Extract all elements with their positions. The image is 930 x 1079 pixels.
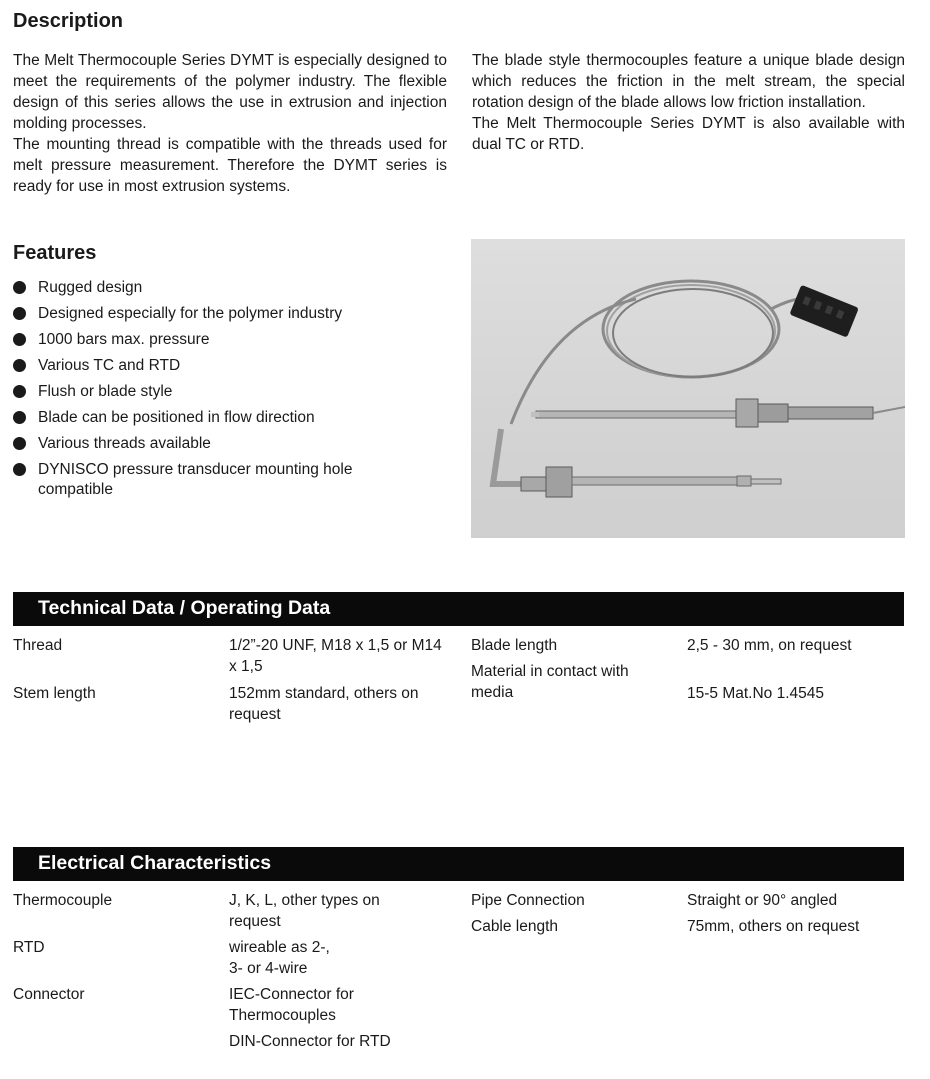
stem-length-label: Stem length — [13, 685, 96, 702]
material-label: Material in contact with media — [471, 663, 629, 701]
feature-text: Flush or blade style — [38, 383, 173, 400]
connector-value-iec: IEC-Connector for Thermocouples — [229, 986, 354, 1024]
feature-text: 1000 bars max. pressure — [38, 331, 210, 348]
electrical-characteristics-heading: Electrical Characteristics — [38, 852, 272, 874]
cable-length-value: 75mm, others on request — [687, 918, 860, 935]
feature-item — [13, 278, 443, 298]
bullet-icon — [13, 333, 26, 346]
thermocouple-illustration — [471, 239, 905, 538]
description-left-column — [13, 50, 447, 197]
features-list — [13, 278, 443, 506]
pipe-connection-value: Straight or 90° angled — [687, 892, 838, 909]
technical-data-header — [13, 592, 904, 626]
stem-length-value: 152mm standard, others on request — [229, 685, 419, 723]
cable-length-label: Cable length — [471, 918, 559, 935]
description-paragraph-3: The blade style thermocouples feature a unique blade design which reduces the friction in the melt stream, the special rotation design of the blade allows low friction installation. — [472, 52, 905, 111]
rtd-value: wireable as 2-, 3- or 4-wire — [229, 939, 330, 977]
pipe-connection-label: Pipe Connection — [471, 892, 585, 909]
rtd-label: RTD — [13, 939, 45, 956]
technical-data-heading: Technical Data / Operating Data — [38, 597, 331, 619]
electrical-characteristics-header — [13, 847, 904, 881]
features-heading: Features — [13, 242, 97, 264]
feature-text: Rugged design — [38, 279, 143, 296]
blade-length-label: Blade length — [471, 637, 558, 654]
material-value: 15-5 Mat.No 1.4545 — [687, 685, 825, 702]
feature-item — [13, 330, 443, 350]
bullet-icon — [13, 411, 26, 424]
description-paragraph-2: The mounting thread is compatible with the threads used for melt pressure measurement. Therefore the DYMT series is ready for use in most extrusion systems. — [13, 136, 447, 195]
feature-item — [13, 382, 443, 402]
feature-item — [13, 460, 398, 500]
feature-item — [13, 434, 443, 454]
product-photo — [471, 239, 905, 538]
description-heading: Description — [13, 10, 124, 32]
description-paragraph-4: The Melt Thermocouple Series DYMT is also available with dual TC or RTD. — [472, 115, 905, 153]
thread-value: 1/2”-20 UNF, M18 x 1,5 or M14 x 1,5 — [229, 637, 442, 675]
connector-value-din: DIN-Connector for RTD — [229, 1033, 391, 1050]
bullet-icon — [13, 281, 26, 294]
bullet-icon — [13, 359, 26, 372]
feature-text: Designed especially for the polymer industry — [38, 305, 343, 322]
description-right-column — [472, 50, 905, 155]
feature-text: DYNISCO pressure transducer mounting hole compatible — [38, 461, 353, 498]
bullet-icon — [13, 385, 26, 398]
thermocouple-label: Thermocouple — [13, 892, 113, 909]
bullet-icon — [13, 307, 26, 320]
feature-text: Various threads available — [38, 435, 211, 452]
feature-text: Blade can be positioned in flow direction — [38, 409, 315, 426]
feature-text: Various TC and RTD — [38, 357, 181, 374]
feature-item — [13, 304, 443, 324]
connector-label: Connector — [13, 986, 85, 1003]
thread-label: Thread — [13, 637, 63, 654]
bullet-icon — [13, 437, 26, 450]
feature-item — [13, 408, 443, 428]
feature-item — [13, 356, 443, 376]
thermocouple-value: J, K, L, other types on request — [229, 892, 380, 930]
description-paragraph-1: The Melt Thermocouple Series DYMT is especially designed to meet the requirements of the polymer industry. The flexible design of this series allows the use in extrusion and injection molding processes. — [13, 52, 447, 132]
bullet-icon — [13, 463, 26, 476]
blade-length-value: 2,5 - 30 mm, on request — [687, 637, 852, 654]
